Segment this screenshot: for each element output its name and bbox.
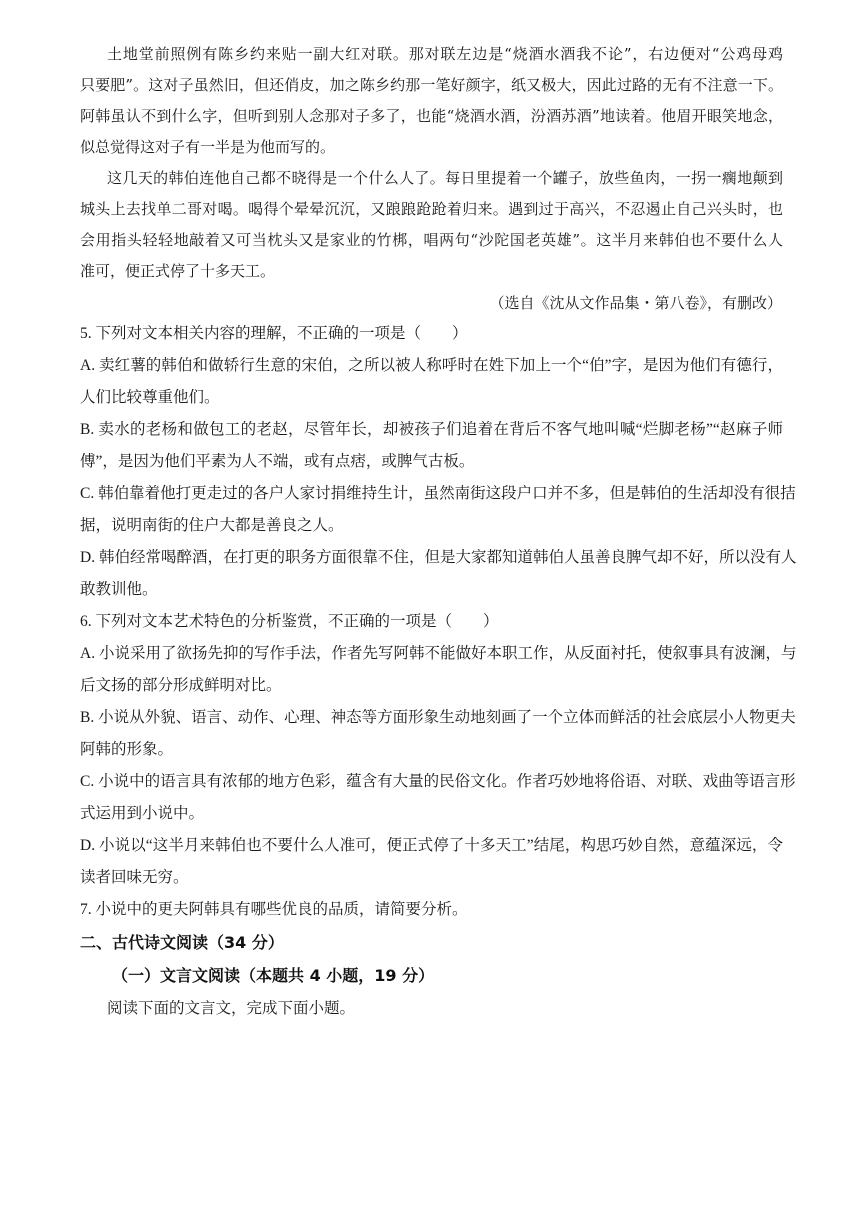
- passage-line: 城头上去找单二哥对喝。喝得个晕晕沉沉，又踉踉跄跄着归来。遇到过于高兴，不忍遏止自己兴头时，也: [80, 200, 783, 218]
- sub-section-heading: （一）文言文阅读（本题共 4 小题，19 分）: [112, 966, 435, 985]
- passage-line: 土地堂前照例有陈乡约来贴一副大红对联。那对联左边是“烧酒水酒我不论”，右边便对“公鸡母鸡: [107, 45, 783, 63]
- q5-option-a-cont: 人们比较尊重他们。: [80, 389, 220, 406]
- q6-option-c: C. 小说中的语言具有浓郁的地方色彩，蕴含有大量的民俗文化。作者巧妙地将俗语、对联、戏曲等语言形: [80, 773, 796, 790]
- passage-source: （选自《沈从文作品集・第八卷》，有删改）: [489, 294, 782, 312]
- q5-option-d-cont: 敢教训他。: [80, 581, 158, 598]
- passage-line: 只要肥”。这对子虽然旧，但还俏皮，加之陈乡约那一笔好颜字，纸又极大，因此过路的无有不注意一下。: [80, 76, 783, 94]
- passage-line: 会用指头轻轻地敲着又可当枕头又是家业的竹梆，唱两句“沙陀国老英雄”。这半月来韩伯也不要什么人: [80, 231, 783, 249]
- q6-option-b-cont: 阿韩的形象。: [80, 741, 174, 758]
- q5-option-b-cont: 傅”，是因为他们平素为人不端，或有点痞，或脾气古板。: [80, 453, 475, 470]
- q6-option-b: B. 小说从外貌、语言、动作、心理、神态等方面形象生动地刻画了一个立体而鲜活的社会底层小人物更夫: [80, 709, 796, 726]
- question-5-stem: 5. 下列对文本相关内容的理解，不正确的一项是（ ）: [80, 325, 468, 342]
- q6-option-d: D. 小说以“这半月来韩伯也不要什么人准可，便正式停了十多天工”结尾，构思巧妙自然，意蕴深远，令: [80, 837, 783, 854]
- question-7-stem: 7. 小说中的更夫阿韩具有哪些优良的品质，请简要分析。: [80, 901, 468, 918]
- passage-line: 准可，便正式停了十多天工。: [80, 262, 276, 280]
- q5-option-a: A. 卖红薯的韩伯和做轿行生意的宋伯，之所以被人称呼时在姓下加上一个“伯”字，是因为他们有德行，: [80, 357, 783, 374]
- q6-option-a-cont: 后文扬的部分形成鲜明对比。: [80, 677, 282, 694]
- section-heading: 二、古代诗文阅读（34 分）: [80, 933, 284, 952]
- q5-option-b: B. 卖水的老杨和做包工的老赵，尽管年长，却被孩子们追着在背后不客气地叫喊“烂脚老杨”“赵麻子师: [80, 421, 783, 438]
- question-6-stem: 6. 下列对文本艺术特色的分析鉴赏，不正确的一项是（ ）: [80, 613, 499, 630]
- q5-option-d: D. 韩伯经常喝醉酒，在打更的职务方面很靠不住，但是大家都知道韩伯人虽善良脾气却不好，所以没有人: [80, 549, 797, 566]
- q5-option-c-cont: 据，说明南街的住户大都是善良之人。: [80, 517, 344, 534]
- q6-option-c-cont: 式运用到小说中。: [80, 805, 205, 822]
- passage-line: 似总觉得这对子有一半是为他而写的。: [80, 138, 336, 156]
- reading-instruction: 阅读下面的文言文，完成下面小题。: [107, 1000, 356, 1017]
- passage-line: 阿韩虽认不到什么字，但听到别人念那对子多了，也能“烧酒水酒，汾酒苏酒”地读着。他眉开眼笑地念，: [80, 107, 783, 125]
- passage-line: 这几天的韩伯连他自己都不晓得是一个什么人了。每日里提着一个罐子，放些鱼肉，一拐一瘸地颠到: [107, 169, 783, 187]
- q5-option-c: C. 韩伯靠着他打更走过的各户人家讨捐维持生计，虽然南街这段户口并不多，但是韩伯的生活却没有很拮: [80, 485, 796, 502]
- q6-option-d-cont: 读者回味无穷。: [80, 869, 189, 886]
- q6-option-a: A. 小说采用了欲扬先抑的写作手法，作者先写阿韩不能做好本职工作，从反面衬托，使叙事具有波澜，与: [80, 645, 797, 662]
